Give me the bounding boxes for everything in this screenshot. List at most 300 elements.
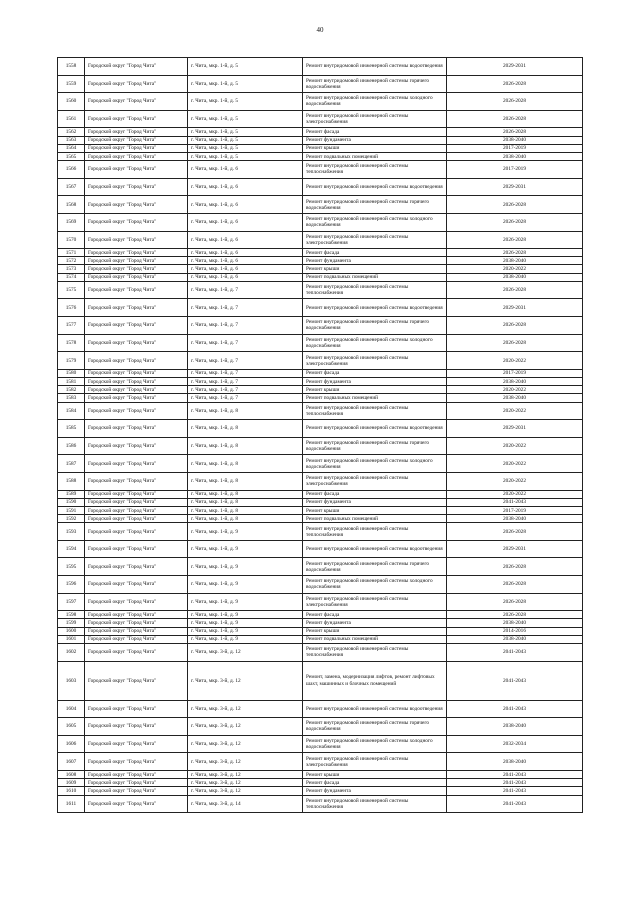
period-cell: 2038-2040 <box>447 515 583 523</box>
address-cell: г. Чита, мкр. 1-й, д. 8 <box>188 420 303 438</box>
address-cell: г. Чита, мкр. 1-й, д. 8 <box>188 498 303 506</box>
address-cell: г. Чита, мкр. 1-й, д. 9 <box>188 523 303 541</box>
row-number-cell: 1567 <box>58 178 85 196</box>
period-cell: 2041-2043 <box>447 770 583 778</box>
row-number-cell: 1593 <box>58 523 85 541</box>
work-type-cell: Ремонт внутридомовой инженерной системы горячего водоснабжения <box>303 317 447 335</box>
row-number-cell: 1575 <box>58 281 85 299</box>
table-row <box>58 718 583 736</box>
address-cell: г. Чита, мкр. 1-й, д. 8 <box>188 402 303 420</box>
municipality-cell: Городской округ "Город Чита" <box>85 369 188 377</box>
table-row <box>58 515 583 523</box>
row-number-cell: 1588 <box>58 472 85 490</box>
period-cell: 2038-2040 <box>447 718 583 736</box>
address-cell: г. Чита, мкр. 1-й, д. 5 <box>188 136 303 144</box>
work-type-cell: Ремонт внутридомовой инженерной системы электроснабжения <box>303 593 447 611</box>
period-cell: 2038-2040 <box>447 619 583 627</box>
period-cell: 2041-2043 <box>447 795 583 813</box>
address-cell: г. Чита, мкр. 3-й, д. 12 <box>188 735 303 753</box>
row-number-cell: 1563 <box>58 136 85 144</box>
work-type-cell: Ремонт внутридомовой инженерной системы электроснабжения <box>303 753 447 771</box>
work-type-cell: Ремонт подвальных помещений <box>303 152 447 160</box>
address-cell: г. Чита, мкр. 1-й, д. 6 <box>188 213 303 231</box>
work-type-cell: Ремонт внутридомовой инженерной системы теплоснабжения <box>303 161 447 179</box>
table-row <box>58 75 583 93</box>
municipality-cell: Городской округ "Город Чита" <box>85 718 188 736</box>
period-cell: 2038-2040 <box>447 753 583 771</box>
table-row <box>58 753 583 771</box>
municipality-cell: Городской округ "Город Чита" <box>85 75 188 93</box>
municipality-cell: Городской округ "Город Чита" <box>85 627 188 635</box>
address-cell: г. Чита, мкр. 3-й, д. 12 <box>188 770 303 778</box>
period-cell: 2026-2028 <box>447 593 583 611</box>
address-cell: г. Чита, мкр. 1-й, д. 5 <box>188 58 303 76</box>
address-cell: г. Чита, мкр. 1-й, д. 5 <box>188 75 303 93</box>
table-row <box>58 196 583 214</box>
work-type-cell: Ремонт фундамента <box>303 257 447 265</box>
table-row <box>58 472 583 490</box>
period-cell: 2029-2031 <box>447 420 583 438</box>
row-number-cell: 1560 <box>58 93 85 111</box>
municipality-cell: Городской округ "Город Чита" <box>85 787 188 795</box>
address-cell: г. Чита, мкр. 1-й, д. 7 <box>188 334 303 352</box>
address-cell: г. Чита, мкр. 1-й, д. 5 <box>188 93 303 111</box>
row-number-cell: 1594 <box>58 540 85 558</box>
work-type-cell: Ремонт внутридомовой инженерной системы горячего водоснабжения <box>303 75 447 93</box>
period-cell: 2017-2019 <box>447 144 583 152</box>
table-row <box>58 420 583 438</box>
municipality-cell: Городской округ "Город Чита" <box>85 779 188 787</box>
municipality-cell: Городской округ "Город Чита" <box>85 437 188 455</box>
period-cell: 2026-2028 <box>447 213 583 231</box>
work-type-cell: Ремонт внутридомовой инженерной системы холодного водоснабжения <box>303 735 447 753</box>
row-number-cell: 1597 <box>58 593 85 611</box>
row-number-cell: 1595 <box>58 558 85 576</box>
period-cell: 2029-2031 <box>447 540 583 558</box>
work-type-cell: Ремонт внутридомовой инженерной системы электроснабжения <box>303 472 447 490</box>
work-type-cell: Ремонт подвальных помещений <box>303 635 447 643</box>
work-type-cell: Ремонт фасада <box>303 249 447 257</box>
municipality-cell: Городской округ "Город Чита" <box>85 281 188 299</box>
municipality-cell: Городской округ "Город Чита" <box>85 58 188 76</box>
row-number-cell: 1592 <box>58 515 85 523</box>
table-row <box>58 265 583 273</box>
period-cell: 2038-2040 <box>447 136 583 144</box>
work-type-cell: Ремонт внутридомовой инженерной системы холодного водоснабжения <box>303 576 447 594</box>
row-number-cell: 1589 <box>58 490 85 498</box>
work-type-cell: Ремонт внутридомовой инженерной системы водоотведения <box>303 58 447 76</box>
period-cell: 2020-2022 <box>447 352 583 370</box>
work-type-cell: Ремонт внутридомовой инженерной системы теплоснабжения <box>303 402 447 420</box>
table-row <box>58 576 583 594</box>
row-number-cell: 1585 <box>58 420 85 438</box>
work-type-cell: Ремонт внутридомовой инженерной системы водоотведения <box>303 700 447 718</box>
capital-repair-table <box>57 57 583 813</box>
municipality-cell: Городской округ "Город Чита" <box>85 753 188 771</box>
municipality-cell: Городской округ "Город Чита" <box>85 378 188 386</box>
address-cell: г. Чита, мкр. 1-й, д. 8 <box>188 455 303 473</box>
work-type-cell: Ремонт фундамента <box>303 787 447 795</box>
row-number-cell: 1602 <box>58 644 85 662</box>
row-number-cell: 1601 <box>58 635 85 643</box>
period-cell: 2026-2028 <box>447 334 583 352</box>
table-row <box>58 369 583 377</box>
row-number-cell: 1566 <box>58 161 85 179</box>
period-cell: 2020-2022 <box>447 472 583 490</box>
row-number-cell: 1603 <box>58 661 85 700</box>
work-type-cell: Ремонт, замена, модернизация лифтов, ремонт лифтовых шахт, машинных и блочных помещений <box>303 661 447 700</box>
row-number-cell: 1610 <box>58 787 85 795</box>
period-cell: 2017-2019 <box>447 369 583 377</box>
work-type-cell: Ремонт внутридомовой инженерной системы теплоснабжения <box>303 523 447 541</box>
table-row <box>58 152 583 160</box>
row-number-cell: 1576 <box>58 299 85 317</box>
row-number-cell: 1609 <box>58 779 85 787</box>
row-number-cell: 1608 <box>58 770 85 778</box>
work-type-cell: Ремонт крыши <box>303 265 447 273</box>
address-cell: г. Чита, мкр. 3-й, д. 12 <box>188 753 303 771</box>
address-cell: г. Чита, мкр. 3-й, д. 14 <box>188 795 303 813</box>
table-row <box>58 498 583 506</box>
work-type-cell: Ремонт крыши <box>303 386 447 394</box>
row-number-cell: 1578 <box>58 334 85 352</box>
address-cell: г. Чита, мкр. 1-й, д. 9 <box>188 627 303 635</box>
address-cell: г. Чита, мкр. 1-й, д. 6 <box>188 249 303 257</box>
municipality-cell: Городской округ "Город Чита" <box>85 611 188 619</box>
address-cell: г. Чита, мкр. 1-й, д. 8 <box>188 506 303 514</box>
municipality-cell: Городской округ "Город Чита" <box>85 144 188 152</box>
row-number-cell: 1587 <box>58 455 85 473</box>
municipality-cell: Городской округ "Город Чита" <box>85 770 188 778</box>
period-cell: 2038-2040 <box>447 378 583 386</box>
municipality-cell: Городской округ "Город Чита" <box>85 231 188 249</box>
row-number-cell: 1582 <box>58 386 85 394</box>
table-row <box>58 257 583 265</box>
period-cell: 2038-2040 <box>447 257 583 265</box>
period-cell: 2041-2043 <box>447 498 583 506</box>
period-cell: 2038-2040 <box>447 273 583 281</box>
municipality-cell: Городской округ "Город Чита" <box>85 472 188 490</box>
table-row <box>58 437 583 455</box>
period-cell: 2026-2028 <box>447 75 583 93</box>
address-cell: г. Чита, мкр. 1-й, д. 6 <box>188 265 303 273</box>
address-cell: г. Чита, мкр. 1-й, д. 5 <box>188 110 303 128</box>
table-row <box>58 386 583 394</box>
work-type-cell: Ремонт подвальных помещений <box>303 273 447 281</box>
period-cell: 2038-2040 <box>447 394 583 402</box>
work-type-cell: Ремонт фасада <box>303 369 447 377</box>
address-cell: г. Чита, мкр. 1-й, д. 5 <box>188 128 303 136</box>
table-row <box>58 110 583 128</box>
row-number-cell: 1573 <box>58 265 85 273</box>
period-cell: 2026-2028 <box>447 576 583 594</box>
table-row <box>58 378 583 386</box>
address-cell: г. Чита, мкр. 1-й, д. 9 <box>188 540 303 558</box>
table-row <box>58 58 583 76</box>
table-row <box>58 394 583 402</box>
municipality-cell: Городской округ "Город Чита" <box>85 136 188 144</box>
table-row <box>58 787 583 795</box>
address-cell: г. Чита, мкр. 1-й, д. 8 <box>188 515 303 523</box>
work-type-cell: Ремонт внутридомовой инженерной системы водоотведения <box>303 540 447 558</box>
table-row <box>58 299 583 317</box>
row-number-cell: 1580 <box>58 369 85 377</box>
row-number-cell: 1579 <box>58 352 85 370</box>
work-type-cell: Ремонт внутридомовой инженерной системы горячего водоснабжения <box>303 437 447 455</box>
municipality-cell: Городской округ "Город Чита" <box>85 540 188 558</box>
row-number-cell: 1581 <box>58 378 85 386</box>
municipality-cell: Городской округ "Город Чита" <box>85 402 188 420</box>
address-cell: г. Чита, мкр. 1-й, д. 9 <box>188 635 303 643</box>
period-cell: 2041-2043 <box>447 787 583 795</box>
municipality-cell: Городской округ "Город Чита" <box>85 644 188 662</box>
table-row <box>58 523 583 541</box>
municipality-cell: Городской округ "Город Чита" <box>85 352 188 370</box>
address-cell: г. Чита, мкр. 1-й, д. 8 <box>188 490 303 498</box>
period-cell: 2041-2043 <box>447 700 583 718</box>
address-cell: г. Чита, мкр. 3-й, д. 12 <box>188 779 303 787</box>
work-type-cell: Ремонт внутридомовой инженерной системы водоотведения <box>303 299 447 317</box>
row-number-cell: 1604 <box>58 700 85 718</box>
address-cell: г. Чита, мкр. 1-й, д. 5 <box>188 152 303 160</box>
table-row <box>58 558 583 576</box>
period-cell: 2020-2022 <box>447 386 583 394</box>
row-number-cell: 1570 <box>58 231 85 249</box>
municipality-cell: Городской округ "Город Чита" <box>85 128 188 136</box>
work-type-cell: Ремонт внутридомовой инженерной системы холодного водоснабжения <box>303 334 447 352</box>
table-row <box>58 611 583 619</box>
work-type-cell: Ремонт внутридомовой инженерной системы теплоснабжения <box>303 644 447 662</box>
period-cell: 2041-2043 <box>447 661 583 700</box>
row-number-cell: 1574 <box>58 273 85 281</box>
work-type-cell: Ремонт фундамента <box>303 619 447 627</box>
table-row <box>58 249 583 257</box>
municipality-cell: Городской округ "Город Чита" <box>85 455 188 473</box>
municipality-cell: Городской округ "Город Чита" <box>85 249 188 257</box>
address-cell: г. Чита, мкр. 1-й, д. 7 <box>188 378 303 386</box>
row-number-cell: 1562 <box>58 128 85 136</box>
table-row <box>58 593 583 611</box>
period-cell: 2026-2028 <box>447 281 583 299</box>
municipality-cell: Городской округ "Город Чита" <box>85 498 188 506</box>
period-cell: 2026-2028 <box>447 611 583 619</box>
row-number-cell: 1598 <box>58 611 85 619</box>
work-type-cell: Ремонт крыши <box>303 627 447 635</box>
work-type-cell: Ремонт внутридомовой инженерной системы электроснабжения <box>303 110 447 128</box>
period-cell: 2020-2022 <box>447 437 583 455</box>
address-cell: г. Чита, мкр. 1-й, д. 5 <box>188 144 303 152</box>
address-cell: г. Чита, мкр. 3-й, д. 12 <box>188 644 303 662</box>
table-row <box>58 128 583 136</box>
period-cell: 2026-2028 <box>447 110 583 128</box>
work-type-cell: Ремонт внутридомовой инженерной системы водоотведения <box>303 178 447 196</box>
work-type-cell: Ремонт внутридомовой инженерной системы горячего водоснабжения <box>303 196 447 214</box>
municipality-cell: Городской округ "Город Чита" <box>85 558 188 576</box>
table-row <box>58 144 583 152</box>
table-row <box>58 455 583 473</box>
work-type-cell: Ремонт внутридомовой инженерной системы электроснабжения <box>303 352 447 370</box>
address-cell: г. Чита, мкр. 1-й, д. 9 <box>188 619 303 627</box>
work-type-cell: Ремонт фундамента <box>303 498 447 506</box>
work-type-cell: Ремонт внутридомовой инженерной системы теплоснабжения <box>303 795 447 813</box>
table-row <box>58 795 583 813</box>
municipality-cell: Городской округ "Город Чита" <box>85 334 188 352</box>
page-number: 40 <box>316 26 324 34</box>
period-cell: 2026-2028 <box>447 558 583 576</box>
municipality-cell: Городской округ "Город Чита" <box>85 178 188 196</box>
table-row <box>58 770 583 778</box>
table-row <box>58 779 583 787</box>
row-number-cell: 1564 <box>58 144 85 152</box>
table-row <box>58 627 583 635</box>
address-cell: г. Чита, мкр. 3-й, д. 12 <box>188 718 303 736</box>
work-type-cell: Ремонт фасада <box>303 611 447 619</box>
municipality-cell: Городской округ "Город Чита" <box>85 196 188 214</box>
address-cell: г. Чита, мкр. 3-й, д. 12 <box>188 787 303 795</box>
municipality-cell: Городской округ "Город Чита" <box>85 523 188 541</box>
municipality-cell: Городской округ "Город Чита" <box>85 635 188 643</box>
row-number-cell: 1605 <box>58 718 85 736</box>
work-type-cell: Ремонт подвальных помещений <box>303 394 447 402</box>
municipality-cell: Городской округ "Город Чита" <box>85 93 188 111</box>
row-number-cell: 1572 <box>58 257 85 265</box>
table-row <box>58 281 583 299</box>
work-type-cell: Ремонт фасада <box>303 490 447 498</box>
municipality-cell: Городской округ "Город Чита" <box>85 619 188 627</box>
municipality-cell: Городской округ "Город Чита" <box>85 394 188 402</box>
municipality-cell: Городской округ "Город Чита" <box>85 593 188 611</box>
period-cell: 2038-2040 <box>447 152 583 160</box>
address-cell: г. Чита, мкр. 1-й, д. 9 <box>188 576 303 594</box>
period-cell: 2026-2028 <box>447 231 583 249</box>
period-cell: 2029-2031 <box>447 299 583 317</box>
work-type-cell: Ремонт крыши <box>303 770 447 778</box>
period-cell: 2017-2019 <box>447 506 583 514</box>
work-type-cell: Ремонт подвальных помещений <box>303 515 447 523</box>
address-cell: г. Чита, мкр. 1-й, д. 7 <box>188 386 303 394</box>
address-cell: г. Чита, мкр. 3-й, д. 12 <box>188 661 303 700</box>
table-row <box>58 334 583 352</box>
work-type-cell: Ремонт внутридомовой инженерной системы горячего водоснабжения <box>303 718 447 736</box>
address-cell: г. Чита, мкр. 1-й, д. 7 <box>188 317 303 335</box>
work-type-cell: Ремонт внутридомовой инженерной системы теплоснабжения <box>303 281 447 299</box>
address-cell: г. Чита, мкр. 1-й, д. 6 <box>188 273 303 281</box>
address-cell: г. Чита, мкр. 1-й, д. 8 <box>188 472 303 490</box>
table-row <box>58 490 583 498</box>
work-type-cell: Ремонт фундамента <box>303 136 447 144</box>
table-row <box>58 700 583 718</box>
municipality-cell: Городской округ "Город Чита" <box>85 700 188 718</box>
table-row <box>58 136 583 144</box>
municipality-cell: Городской округ "Город Чита" <box>85 110 188 128</box>
municipality-cell: Городской округ "Город Чита" <box>85 161 188 179</box>
row-number-cell: 1607 <box>58 753 85 771</box>
work-type-cell: Ремонт крыши <box>303 506 447 514</box>
row-number-cell: 1611 <box>58 795 85 813</box>
work-type-cell: Ремонт крыши <box>303 144 447 152</box>
address-cell: г. Чита, мкр. 1-й, д. 9 <box>188 558 303 576</box>
row-number-cell: 1565 <box>58 152 85 160</box>
period-cell: 2026-2028 <box>447 196 583 214</box>
municipality-cell: Городской округ "Город Чита" <box>85 795 188 813</box>
address-cell: г. Чита, мкр. 1-й, д. 8 <box>188 437 303 455</box>
municipality-cell: Городской округ "Город Чита" <box>85 257 188 265</box>
table-row <box>58 178 583 196</box>
period-cell: 2020-2022 <box>447 490 583 498</box>
table-body <box>58 58 583 813</box>
period-cell: 2041-2043 <box>447 779 583 787</box>
address-cell: г. Чита, мкр. 1-й, д. 9 <box>188 611 303 619</box>
period-cell: 2014-2016 <box>447 627 583 635</box>
row-number-cell: 1569 <box>58 213 85 231</box>
municipality-cell: Городской округ "Город Чита" <box>85 213 188 231</box>
period-cell: 2020-2022 <box>447 402 583 420</box>
period-cell: 2032-2034 <box>447 735 583 753</box>
row-number-cell: 1600 <box>58 627 85 635</box>
row-number-cell: 1559 <box>58 75 85 93</box>
address-cell: г. Чита, мкр. 1-й, д. 9 <box>188 593 303 611</box>
period-cell: 2017-2019 <box>447 161 583 179</box>
row-number-cell: 1577 <box>58 317 85 335</box>
table-row <box>58 540 583 558</box>
address-cell: г. Чита, мкр. 1-й, д. 7 <box>188 281 303 299</box>
period-cell: 2041-2043 <box>447 644 583 662</box>
period-cell: 2026-2028 <box>447 128 583 136</box>
period-cell: 2020-2022 <box>447 265 583 273</box>
work-type-cell: Ремонт фасада <box>303 779 447 787</box>
address-cell: г. Чита, мкр. 1-й, д. 7 <box>188 299 303 317</box>
work-type-cell: Ремонт внутридомовой инженерной системы горячего водоснабжения <box>303 558 447 576</box>
municipality-cell: Городской округ "Город Чита" <box>85 273 188 281</box>
table-row <box>58 161 583 179</box>
row-number-cell: 1596 <box>58 576 85 594</box>
work-type-cell: Ремонт внутридомовой инженерной системы водоотведения <box>303 420 447 438</box>
row-number-cell: 1583 <box>58 394 85 402</box>
table-row <box>58 402 583 420</box>
municipality-cell: Городской округ "Город Чита" <box>85 735 188 753</box>
municipality-cell: Городской округ "Город Чита" <box>85 386 188 394</box>
address-cell: г. Чита, мкр. 1-й, д. 7 <box>188 369 303 377</box>
address-cell: г. Чита, мкр. 1-й, д. 6 <box>188 196 303 214</box>
row-number-cell: 1561 <box>58 110 85 128</box>
table-row <box>58 213 583 231</box>
table-row <box>58 317 583 335</box>
address-cell: г. Чита, мкр. 1-й, д. 7 <box>188 352 303 370</box>
municipality-cell: Городской округ "Город Чита" <box>85 661 188 700</box>
table-row <box>58 661 583 700</box>
table-row <box>58 352 583 370</box>
row-number-cell: 1591 <box>58 506 85 514</box>
table-row <box>58 93 583 111</box>
work-type-cell: Ремонт внутридомовой инженерной системы холодного водоснабжения <box>303 455 447 473</box>
municipality-cell: Городской округ "Город Чита" <box>85 576 188 594</box>
row-number-cell: 1599 <box>58 619 85 627</box>
municipality-cell: Городской округ "Город Чита" <box>85 490 188 498</box>
row-number-cell: 1568 <box>58 196 85 214</box>
table-row <box>58 231 583 249</box>
work-type-cell: Ремонт внутридомовой инженерной системы холодного водоснабжения <box>303 213 447 231</box>
municipality-cell: Городской округ "Город Чита" <box>85 515 188 523</box>
period-cell: 2020-2022 <box>447 455 583 473</box>
period-cell: 2026-2028 <box>447 317 583 335</box>
municipality-cell: Городской округ "Город Чита" <box>85 299 188 317</box>
period-cell: 2026-2028 <box>447 93 583 111</box>
municipality-cell: Городской округ "Город Чита" <box>85 506 188 514</box>
period-cell: 2029-2031 <box>447 178 583 196</box>
period-cell: 2026-2028 <box>447 249 583 257</box>
work-type-cell: Ремонт фундамента <box>303 378 447 386</box>
address-cell: г. Чита, мкр. 1-й, д. 6 <box>188 178 303 196</box>
